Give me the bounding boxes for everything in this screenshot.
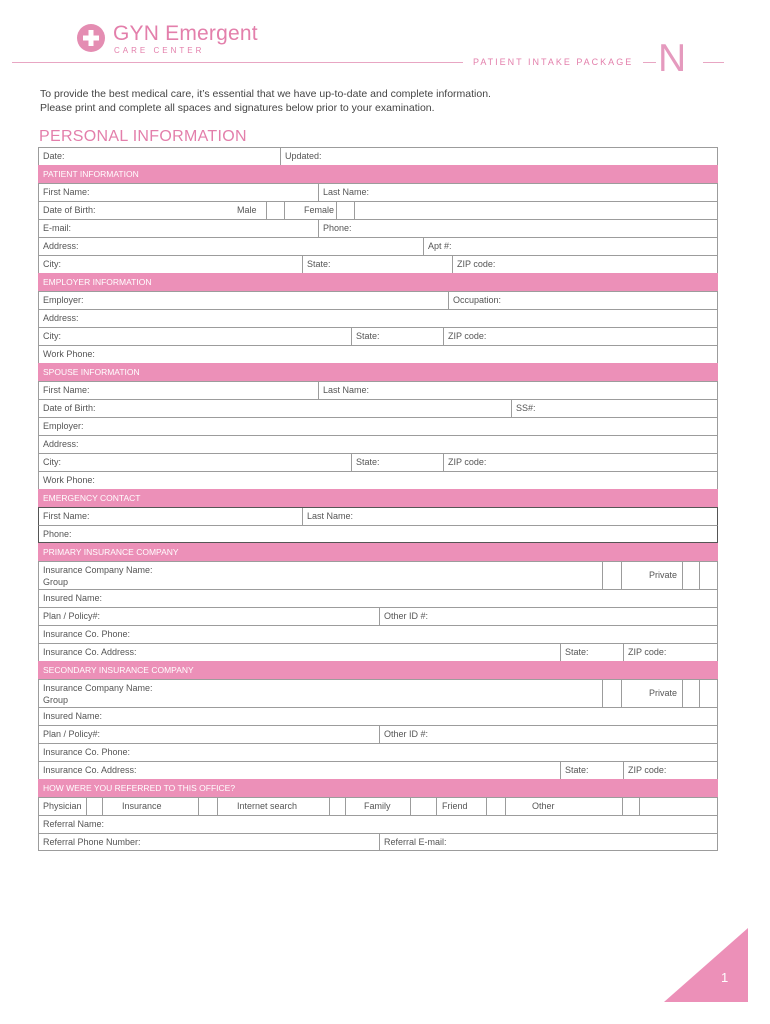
spouse-last-name-field[interactable]: Last Name: <box>323 385 370 395</box>
section-title: PERSONAL INFORMATION <box>39 128 247 145</box>
secondary-company-field[interactable]: Insurance Company Name: Group <box>43 683 153 705</box>
section-header-spouse: SPOUSE INFORMATION <box>38 363 718 381</box>
secondary-ins-address-field[interactable]: Insurance Co. Address: <box>43 765 137 775</box>
primary-state-field[interactable]: State: <box>565 647 589 657</box>
dob-field[interactable]: Date of Birth: <box>43 205 96 215</box>
spouse-dob-field[interactable]: Date of Birth: <box>43 403 96 413</box>
form-row-referral-name <box>38 815 718 833</box>
form-row-date <box>38 147 718 165</box>
form-row-referral-contact <box>38 833 718 851</box>
state-field[interactable]: State: <box>307 259 331 269</box>
referral-phone-field[interactable]: Referral Phone Number: <box>43 837 141 847</box>
first-name-field[interactable]: First Name: <box>43 187 90 197</box>
section-header-emergency: EMERGENCY CONTACT <box>38 489 718 507</box>
email-field[interactable]: E-mail: <box>43 223 72 233</box>
spouse-city-field[interactable]: City: <box>43 457 61 467</box>
plus-cross-icon <box>77 24 105 52</box>
page-corner-triangle <box>664 928 748 1002</box>
form-row-employer-address <box>38 309 718 327</box>
section-header-referral: HOW WERE YOU REFERRED TO THIS OFFICE? <box>38 779 718 797</box>
female-option[interactable]: Female <box>304 205 335 215</box>
form-row-secondary-plan <box>38 725 718 743</box>
section-header-patient: PATIENT INFORMATION <box>38 165 718 183</box>
form-row-secondary-company <box>38 679 718 707</box>
form-row-secondary-address <box>38 761 718 779</box>
form-row-city <box>38 255 718 273</box>
employer-field[interactable]: Employer: <box>43 295 84 305</box>
form-row-primary-company <box>38 561 718 589</box>
form-row-primary-phone <box>38 625 718 643</box>
section-header-primary-insurance: PRIMARY INSURANCE COMPANY <box>38 543 718 561</box>
referral-email-field[interactable]: Referral E-mail: <box>384 837 447 847</box>
form-row-name <box>38 183 718 201</box>
form-row-spouse-work-phone <box>38 471 718 489</box>
emergency-first-name-field[interactable]: First Name: <box>43 511 90 521</box>
header-rule <box>643 62 656 63</box>
primary-company-field[interactable]: Insurance Company Name: Group <box>43 565 153 587</box>
referral-physician-option[interactable]: Physician <box>43 801 82 811</box>
intake-form <box>38 147 718 851</box>
form-row-spouse-name <box>38 381 718 399</box>
referral-insurance-option[interactable]: Insurance <box>122 801 162 811</box>
spouse-address-field[interactable]: Address: <box>43 439 79 449</box>
address-field[interactable]: Address: <box>43 241 79 251</box>
intro-line: Please print and complete all spaces and signatures below prior to your examination. <box>40 102 435 114</box>
header-letter: N <box>658 37 687 80</box>
date-field[interactable]: Date: <box>43 151 65 161</box>
form-row-dob <box>38 201 718 219</box>
form-row-emergency-name <box>38 507 718 525</box>
form-row-primary-plan <box>38 607 718 625</box>
spouse-work-phone-field[interactable]: Work Phone: <box>43 475 95 485</box>
form-row-primary-insured <box>38 589 718 607</box>
brand-name: GYN Emergent <box>113 22 258 45</box>
secondary-private-option[interactable]: Private <box>649 688 678 698</box>
primary-zip-field[interactable]: ZIP code: <box>628 647 667 657</box>
form-row-employer-city <box>38 327 718 345</box>
form-row-spouse-city <box>38 453 718 471</box>
referral-friend-option[interactable]: Friend <box>442 801 468 811</box>
primary-ins-phone-field[interactable]: Insurance Co. Phone: <box>43 629 131 639</box>
spouse-first-name-field[interactable]: First Name: <box>43 385 90 395</box>
page-number: 1 <box>721 970 729 985</box>
employer-address-field[interactable]: Address: <box>43 313 79 323</box>
zip-field[interactable]: ZIP code: <box>457 259 496 269</box>
form-row-secondary-insured <box>38 707 718 725</box>
form-row-primary-address <box>38 643 718 661</box>
city-field[interactable]: City: <box>43 259 61 269</box>
work-phone-field[interactable]: Work Phone: <box>43 349 95 359</box>
emergency-last-name-field[interactable]: Last Name: <box>307 511 354 521</box>
secondary-insured-name-field[interactable]: Insured Name: <box>43 711 103 721</box>
phone-field[interactable]: Phone: <box>323 223 352 233</box>
header-rule <box>12 62 463 63</box>
employer-state-field[interactable]: State: <box>356 331 380 341</box>
intro-line: To provide the best medical care, it’s essential that we have up-to-date and complete information. <box>40 88 491 100</box>
referral-internet-option[interactable]: Internet search <box>237 801 298 811</box>
occupation-field[interactable]: Occupation: <box>453 295 502 305</box>
form-row-address <box>38 237 718 255</box>
form-row-spouse-address <box>38 435 718 453</box>
section-header-employer: EMPLOYER INFORMATION <box>38 273 718 291</box>
section-header-secondary-insurance: SECONDARY INSURANCE COMPANY <box>38 661 718 679</box>
spouse-zip-field[interactable]: ZIP code: <box>448 457 487 467</box>
last-name-field[interactable]: Last Name: <box>323 187 370 197</box>
intro-text <box>40 87 491 115</box>
package-label: PATIENT INTAKE PACKAGE <box>473 57 634 67</box>
updated-field[interactable]: Updated: <box>285 151 322 161</box>
form-row-emergency-phone <box>38 525 718 543</box>
referral-family-option[interactable]: Family <box>364 801 391 811</box>
emergency-phone-field[interactable]: Phone: <box>43 529 72 539</box>
form-row-referral-source <box>38 797 718 815</box>
referral-other-option[interactable]: Other <box>532 801 555 811</box>
primary-plan-field[interactable]: Plan / Policy#: <box>43 611 101 621</box>
primary-insured-name-field[interactable]: Insured Name: <box>43 593 103 603</box>
header-rule <box>703 62 724 63</box>
secondary-zip-field[interactable]: ZIP code: <box>628 765 667 775</box>
brand-subtitle: CARE CENTER <box>114 46 205 55</box>
primary-ins-address-field[interactable]: Insurance Co. Address: <box>43 647 137 657</box>
referral-name-field[interactable]: Referral Name: <box>43 819 105 829</box>
primary-other-id-field[interactable]: Other ID #: <box>384 611 429 621</box>
form-row-spouse-employer <box>38 417 718 435</box>
male-option[interactable]: Male <box>237 205 257 215</box>
form-row-secondary-phone <box>38 743 718 761</box>
employer-zip-field[interactable]: ZIP code: <box>448 331 487 341</box>
form-row-email <box>38 219 718 237</box>
apt-field[interactable]: Apt #: <box>428 241 452 251</box>
secondary-ins-phone-field[interactable]: Insurance Co. Phone: <box>43 747 131 757</box>
primary-private-option[interactable]: Private <box>649 570 678 580</box>
secondary-plan-field[interactable]: Plan / Policy#: <box>43 729 101 739</box>
spouse-employer-field[interactable]: Employer: <box>43 421 84 431</box>
employer-city-field[interactable]: City: <box>43 331 61 341</box>
form-row-spouse-dob <box>38 399 718 417</box>
spouse-ss-field[interactable]: SS#: <box>516 403 536 413</box>
secondary-other-id-field[interactable]: Other ID #: <box>384 729 429 739</box>
spouse-state-field[interactable]: State: <box>356 457 380 467</box>
form-row-work-phone <box>38 345 718 363</box>
secondary-state-field[interactable]: State: <box>565 765 589 775</box>
form-row-employer <box>38 291 718 309</box>
